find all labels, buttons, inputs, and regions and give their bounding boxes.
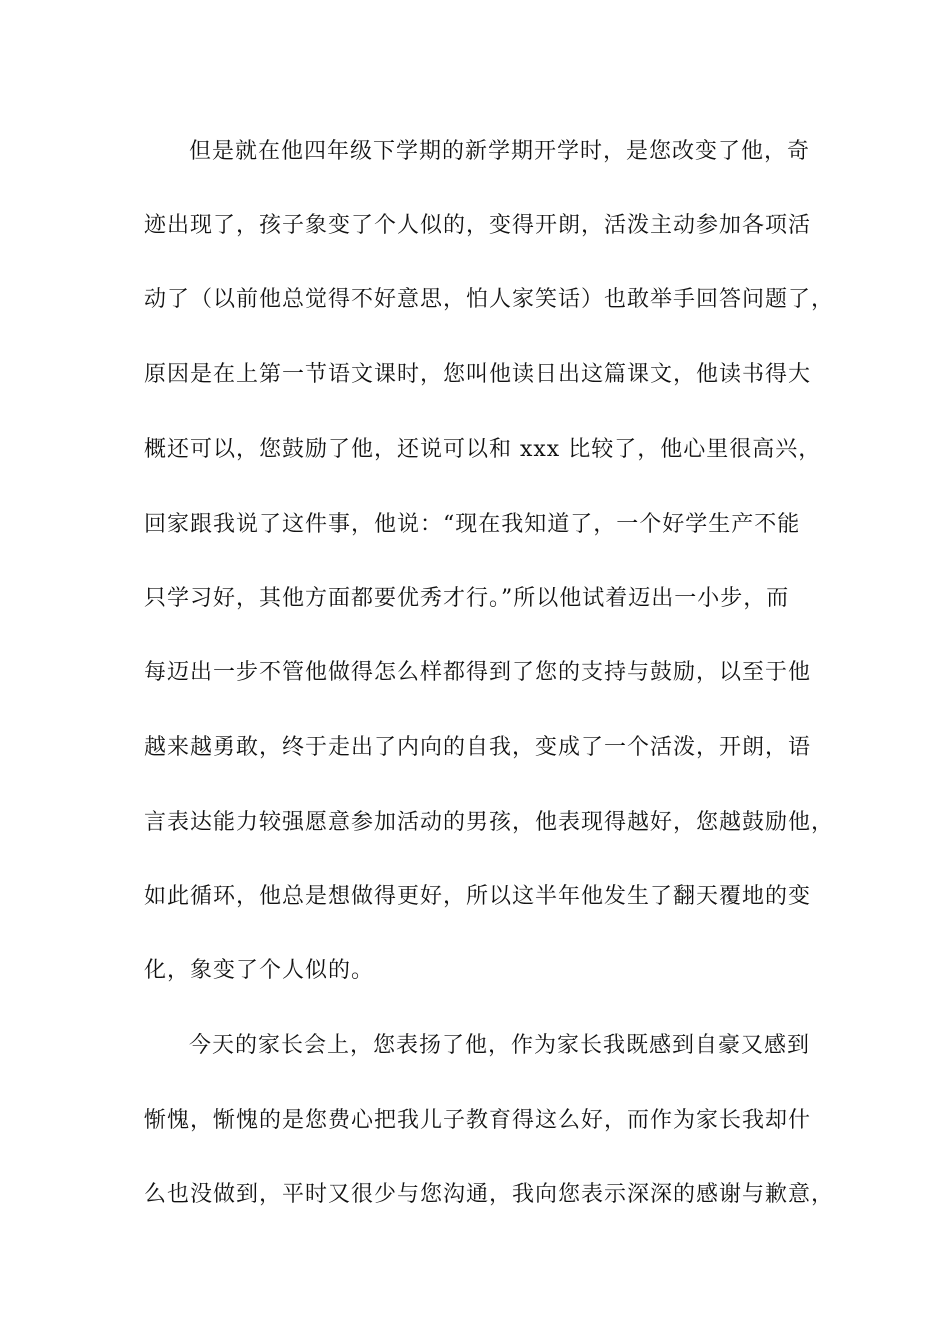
paragraph-2-line-2: 惭愧，惭愧的是您费心把我儿子教育得这么好，而作为家长我却什	[144, 1108, 812, 1133]
paragraph-1-line-2: 迹出现了，孩子象变了个人似的，变得开朗，活泼主动参加各项活	[144, 213, 812, 238]
paragraph-1-line-1: 但是就在他四年级下学期的新学期开学时，是您改变了他，奇	[189, 139, 811, 164]
paragraph-1-line-7: 只学习好，其他方面都要优秀才行。”所以他试着迈出一小步，而	[144, 586, 790, 611]
paragraph-2-line-3: 么也没做到，平时又很少与您沟通，我向您表示深深的感谢与歉意，	[144, 1182, 835, 1207]
paragraph-1-line-12: 化，象变了个人似的。	[144, 958, 375, 983]
paragraph-1-line-5: 概还可以，您鼓励了他，还说可以和 xxx 比较了，他心里很高兴，	[144, 437, 822, 462]
paragraph-1-line-11: 如此循环，他总是想做得更好，所以这半年他发生了翻天覆地的变	[144, 884, 812, 909]
paragraph-1-line-6: 回家跟我说了这件事，他说：“现在我知道了，一个好学生产不能	[144, 512, 801, 537]
paragraph-1-line-10: 言表达能力较强愿意参加活动的男孩，他表现得越好，您越鼓励他，	[144, 810, 835, 835]
paragraph-1-line-3: 动了（以前他总觉得不好意思，怕人家笑话）也敢举手回答问题了，	[144, 287, 835, 312]
paragraph-1-line-8: 每迈出一步不管他做得怎么样都得到了您的支持与鼓励，以至于他	[144, 660, 812, 685]
paragraph-1-line-9: 越来越勇敢，终于走出了内向的自我，变成了一个活泼，开朗，语	[144, 735, 812, 760]
paragraph-2-line-1: 今天的家长会上，您表扬了他，作为家长我既感到自豪又感到	[189, 1033, 811, 1058]
paragraph-1-line-4: 原因是在上第一节语文课时，您叫他读日出这篇课文，他读书得大	[144, 362, 812, 387]
